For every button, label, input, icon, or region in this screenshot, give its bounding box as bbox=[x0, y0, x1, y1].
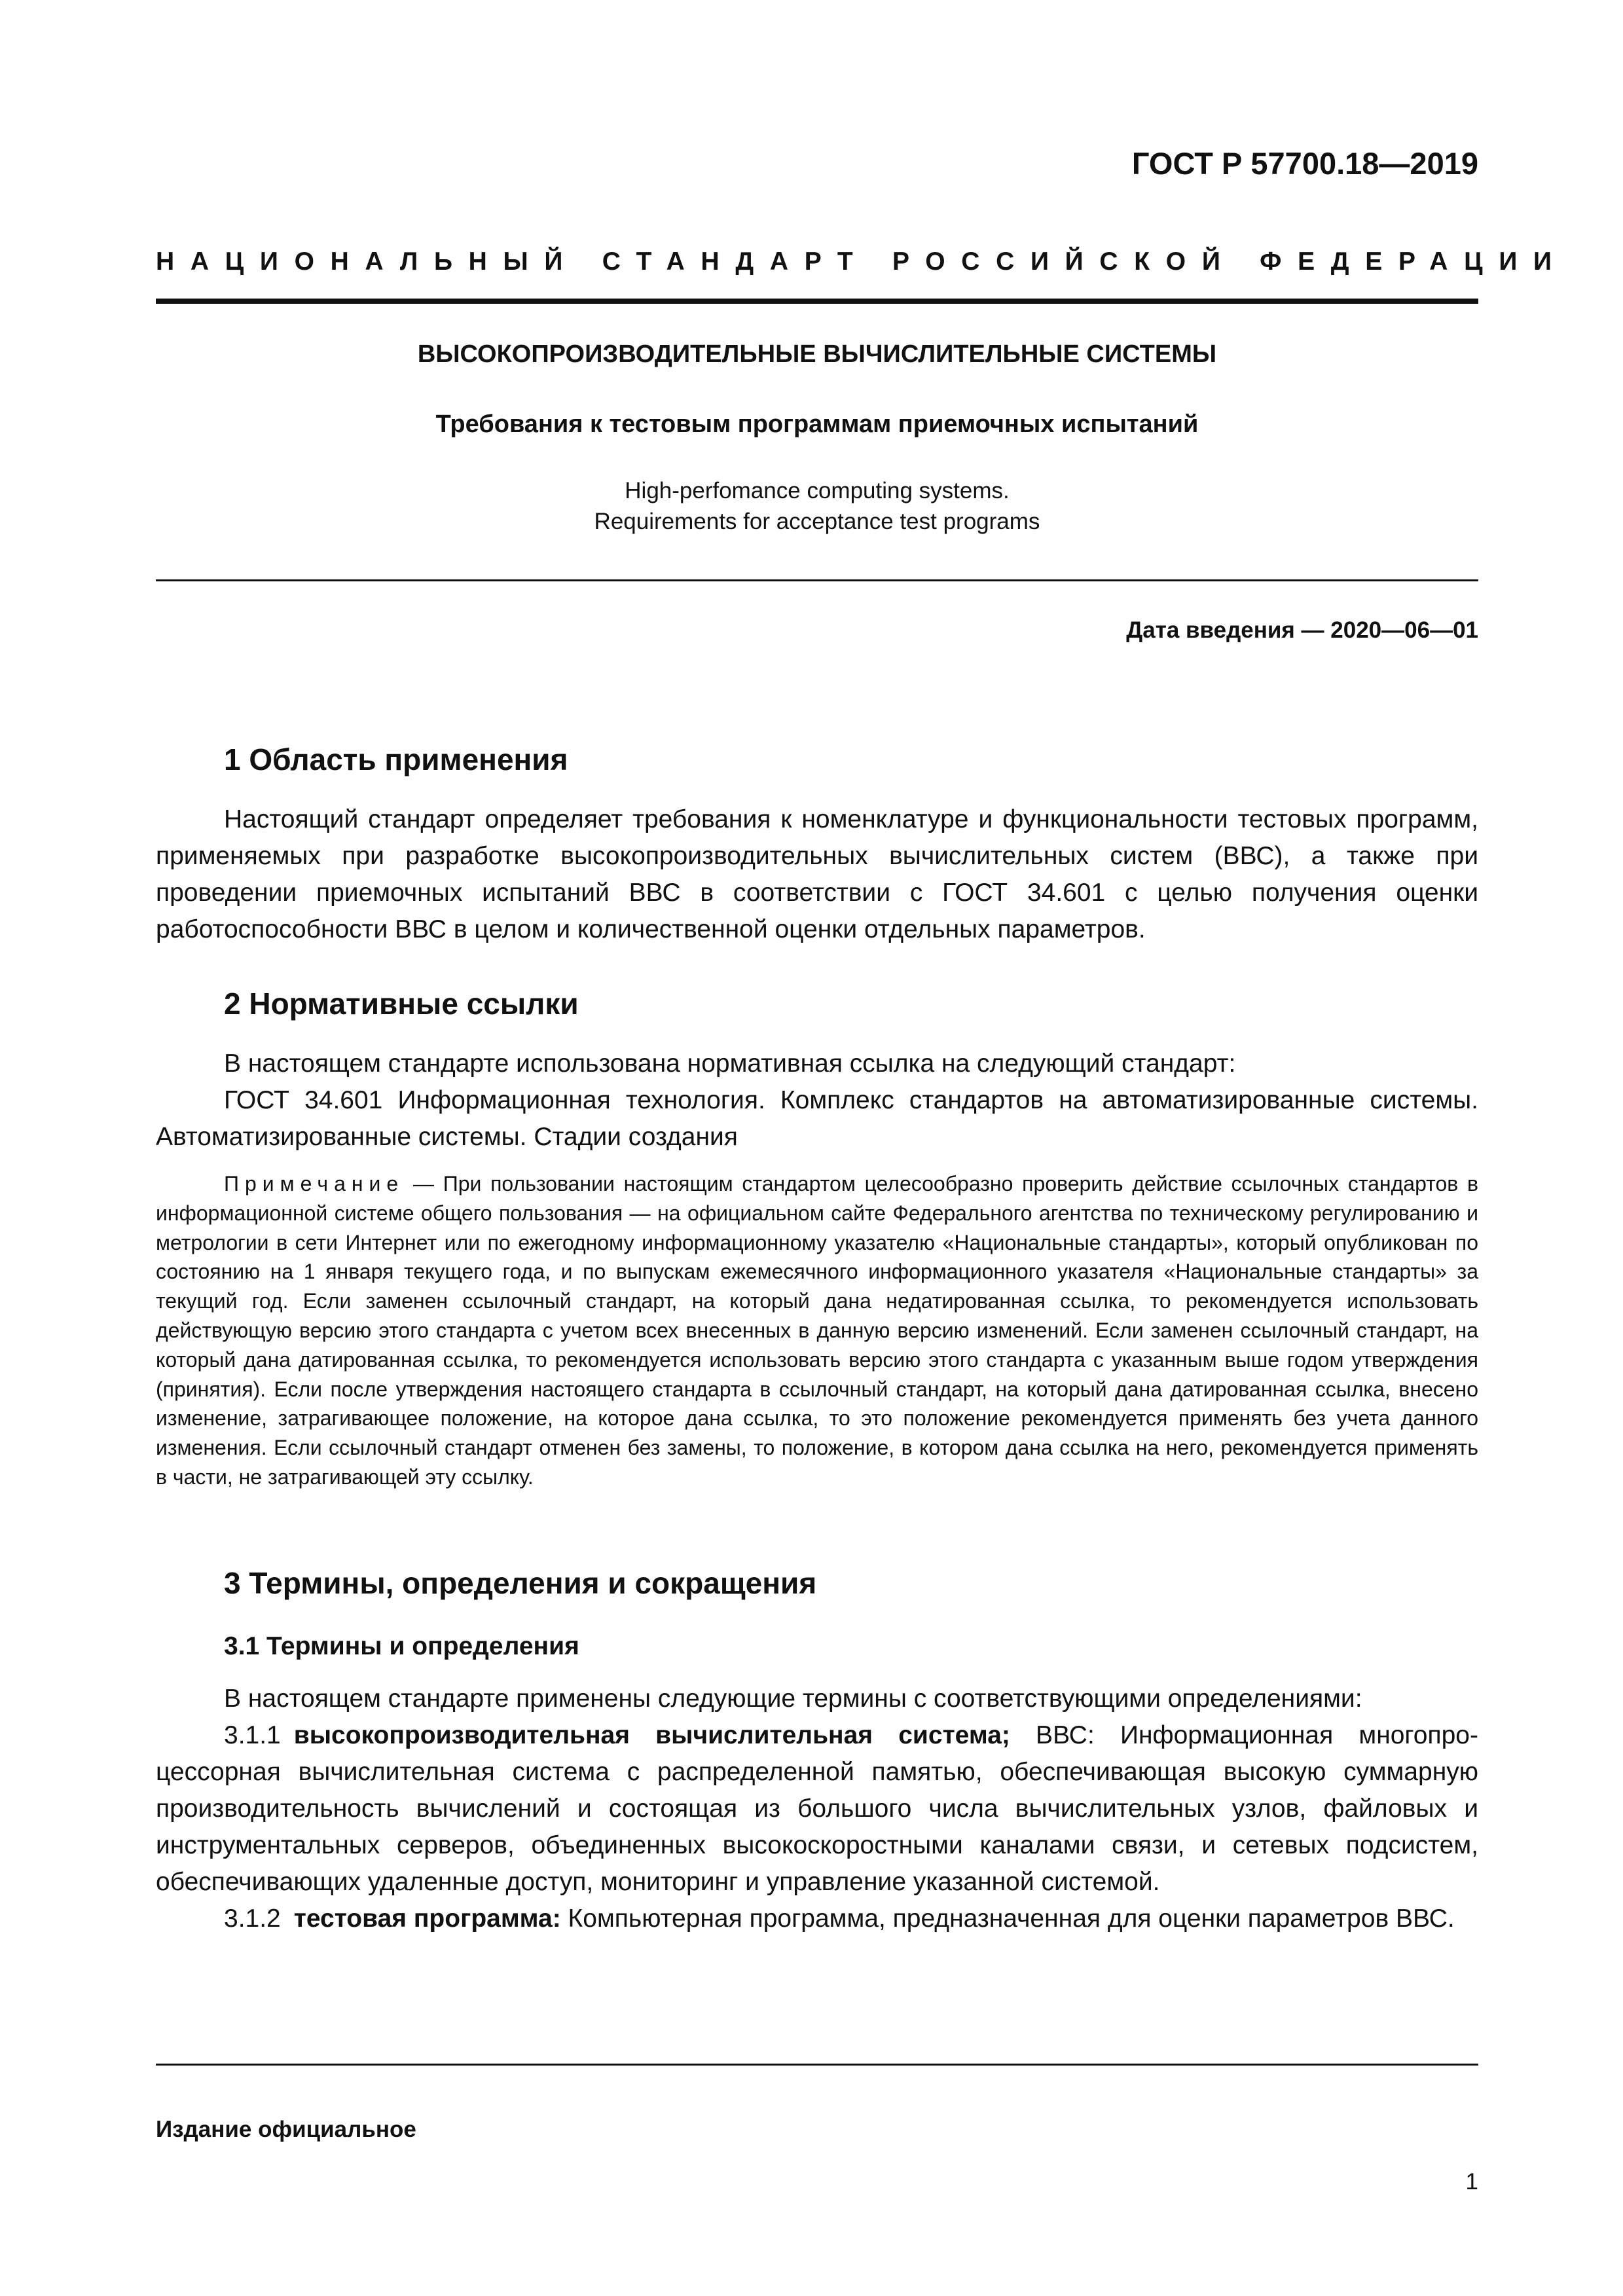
note-text: — При пользовании настоящим стандартом целесообразно проверить действие ссылочных стандартов в информационной системе общего пользования — на официальном сайте Федерального агентства по техническому регулированию и метрологии в сети Интернет или по ежегодному информационному указателю «Национальные стандарты», который опубликован по состоянию на 1 января текущего года, и по выпускам ежемесячного информационного указателя «Национальные стандарты» за текущий год. Если заменен ссылочный стандарт, на который дана недатированная ссылка, то рекомендуется использовать действующую версию этого стандарта с учетом всех внесенных в данную версию изменений. Если заменен ссылочный стандарт, на который дана датированная ссылка, то рекомендуется использовать версию этого стандарта с указанным выше годом утверждения (принятия). Если после утверждения настоящего стандарта в ссылочный стандарт, на который дана датированная ссылка, внесено изменение, затрагивающее положение, на которое дана ссылка, то это положение рекомендуется применять без учета данного изменения. Если ссылочный стандарт отменен без замены, то положение, в котором дана ссылка на него, рекомендуется применять в части, не затрагивающей эту ссылку. bbox=[156, 1172, 1478, 1489]
section-2-reference: ГОСТ 34.601 Информационная технология. Комплекс стандартов на автоматизированные системы. Автоматизированные системы. Стадии создания bbox=[156, 1086, 1478, 1151]
national-standard-banner: НАЦИОНАЛЬНЫЙ СТАНДАРТ РОССИЙСКОЙ ФЕДЕРАЦИИ bbox=[156, 247, 1568, 276]
term-definition: ВВС: Информационная многопроцессорная вычислительная система с распределенной памятью, обеспечивающая высокую суммарную производительность вычислений и состоящая из большого числа вычислительных узлов, файловых и инструментальных серверов, объединенных высокоскоростными каналами связи, и сетевых подсистем, обеспечивающих удаленные доступ, мониторинг и управление указанной системой. bbox=[156, 1721, 1478, 1896]
section-1-heading: 1 Область применения bbox=[224, 742, 568, 776]
introduction-date: Дата введения — 2020—06—01 bbox=[1126, 617, 1478, 643]
term-3-1-1 bbox=[156, 1717, 1478, 1901]
title-rule bbox=[156, 579, 1478, 581]
document-title: ВЫСОКОПРОИЗВОДИТЕЛЬНЫЕ ВЫЧИСЛИТЕЛЬНЫЕ СИСТЕМЫ bbox=[417, 340, 1217, 368]
english-title-line-1: High-perfomance computing systems. bbox=[625, 478, 1010, 503]
note-label: Примечание bbox=[224, 1172, 405, 1195]
term-number: 3.1.1 bbox=[224, 1721, 281, 1749]
term-name: тестовая программа: bbox=[293, 1904, 561, 1933]
term-definition: Компьютерная программа, предназначенная для оценки параметров ВВС. bbox=[560, 1904, 1455, 1933]
section-3-1-heading: 3.1 Термины и определения bbox=[224, 1632, 579, 1660]
term-number: 3.1.2 bbox=[224, 1904, 281, 1933]
term-name: высокопроизводительная вычислительная система; bbox=[293, 1721, 1010, 1749]
document-number: ГОСТ Р 57700.18—2019 bbox=[1131, 146, 1478, 181]
section-1-text: Настоящий стандарт определяет требования к номенклатуре и функциональности тестовых программ, применяемых при разработке высокопроизводительных вычислительных систем (ВВС), а также при проведении приемочных испытаний ВВС в соответствии с ГОСТ 34.601 с целью получения оценки работоспособности ВВС в целом и количественной оценки отдельных параметров. bbox=[156, 805, 1478, 943]
section-3-heading: 3 Термины, определения и сокращения bbox=[224, 1566, 817, 1600]
section-2-heading: 2 Нормативные ссылки bbox=[224, 987, 579, 1021]
section-3-intro: В настоящем стандарте применены следующие термины с соответствующими определениями: bbox=[224, 1685, 1362, 1713]
page-number: 1 bbox=[1465, 2169, 1478, 2195]
official-edition-label: Издание официальное bbox=[156, 2117, 416, 2142]
section-2-note bbox=[156, 1169, 1478, 1492]
section-2-intro: В настоящем стандарте использована нормативная ссылка на следующий стандарт: bbox=[224, 1049, 1236, 1078]
english-title-line-2: Requirements for acceptance test programs bbox=[594, 509, 1040, 534]
header-rule bbox=[156, 299, 1478, 304]
term-3-1-2 bbox=[156, 1901, 1478, 1937]
footer-rule bbox=[156, 2064, 1478, 2066]
document-subtitle: Требования к тестовым программам приемочных испытаний bbox=[435, 410, 1199, 438]
